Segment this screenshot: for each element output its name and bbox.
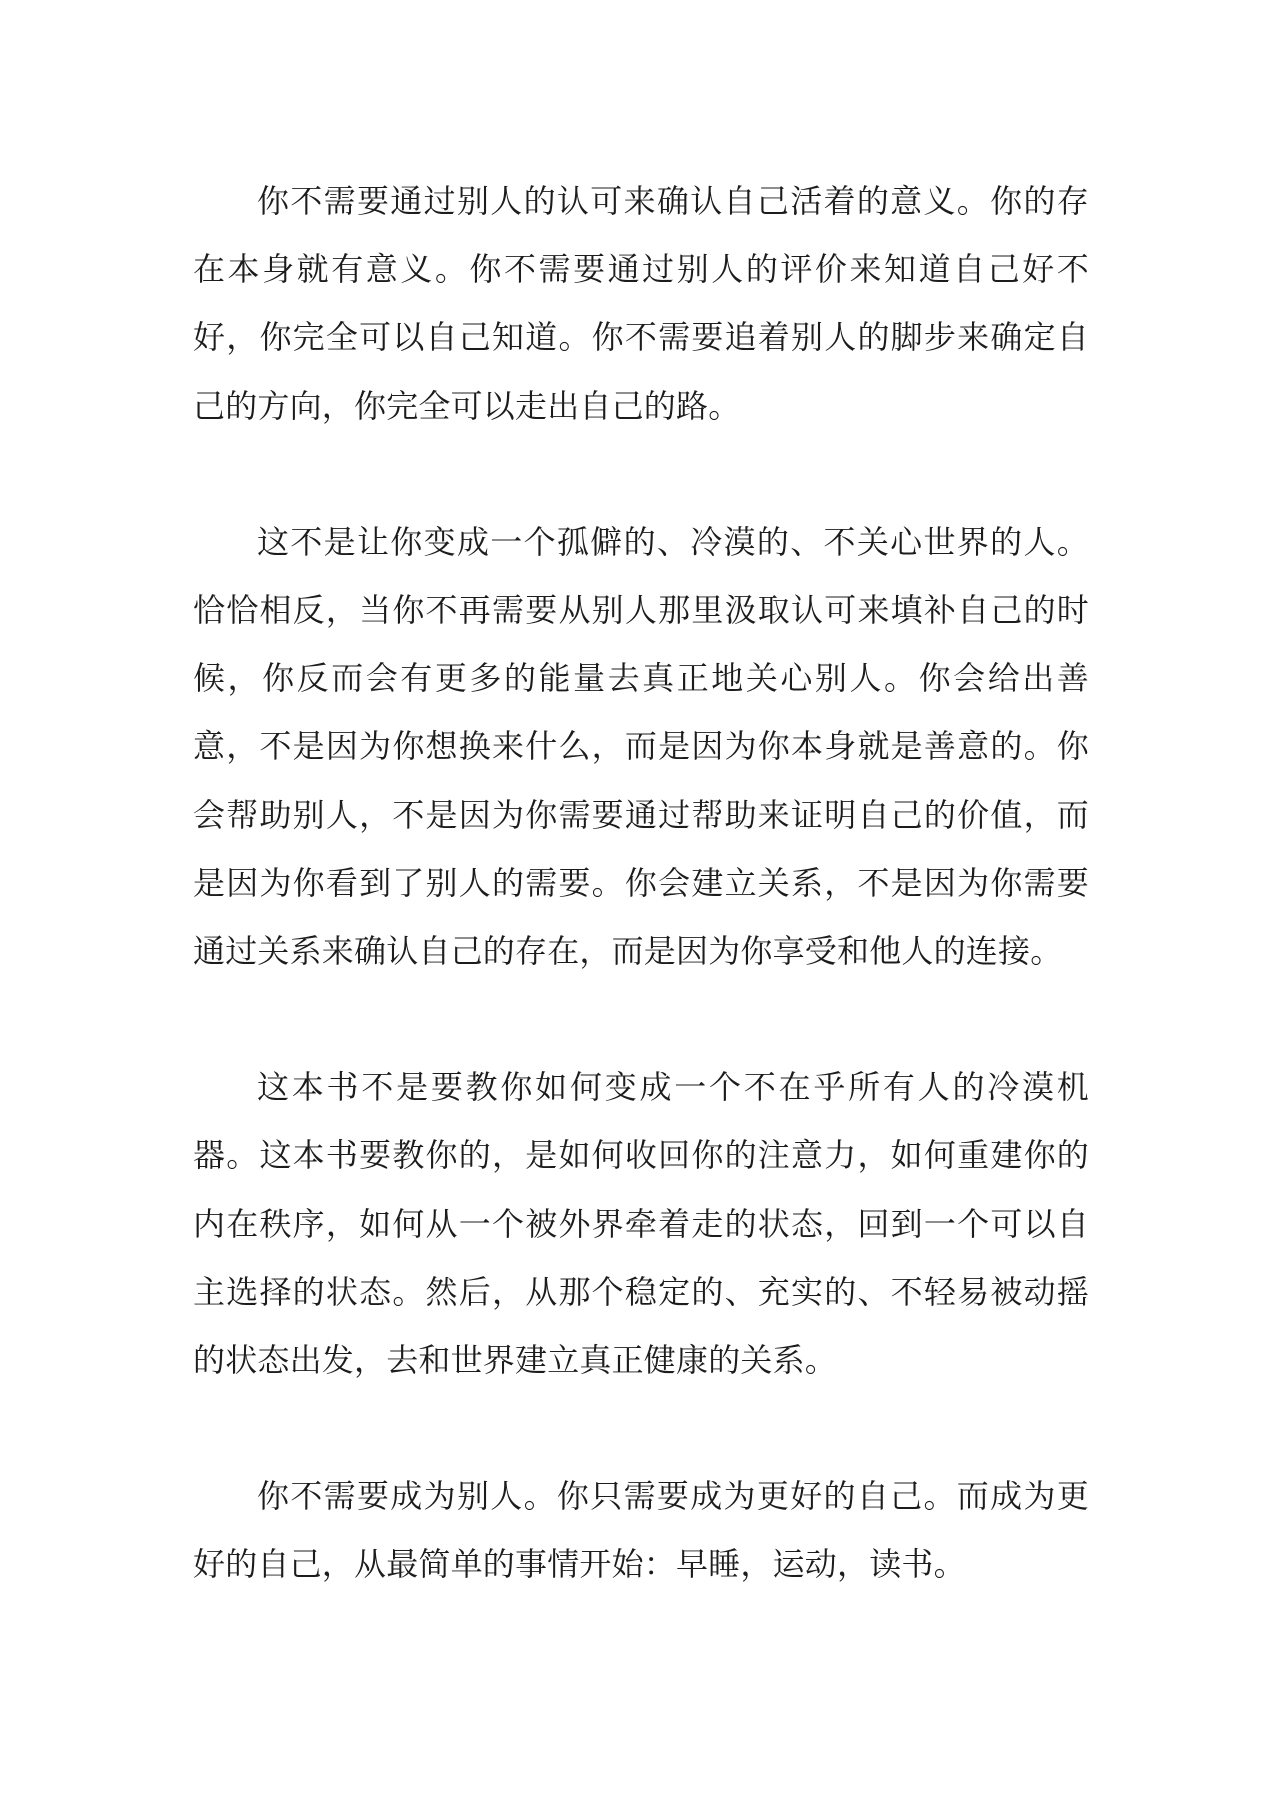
paragraph-4: 你不需要成为别人。你只需要成为更好的自己。而成为更好的自己，从最简单的事情开始：早睡，运动，读书。	[193, 1477, 1089, 1584]
paragraph-2: 这不是让你变成一个孤僻的、冷漠的、不关心世界的人。恰恰相反，当你不再需要从别人那里汲取认可来填补自己的时候，你反而会有更多的能量去真正地关心别人。你会给出善意，不是因为你想换来什么，而是因为你本身就是善意的。你会帮助别人，不是因为你需要通过帮助来证明自己的价值，而是因为你看到了别人的需要。你会建立关系，不是因为你需要通过关系来确认自己的存在，而是因为你享受和他人的连接。	[193, 522, 1089, 971]
paragraph-3: 这本书不是要教你如何变成一个不在乎所有人的冷漠机器。这本书要教你的，是如何收回你的注意力，如何重建你的内在秩序，如何从一个被外界牵着走的状态，回到一个可以自主选择的状态。然后，从那个稳定的、充实的、不轻易被动摇的状态出发，去和世界建立真正健康的关系。	[193, 1068, 1089, 1380]
paragraph-1: 你不需要通过别人的认可来确认自己活着的意义。你的存在本身就有意义。你不需要通过别人的评价来知道自己好不好，你完全可以自己知道。你不需要追着别人的脚步来确定自己的方向，你完全可以走出自己的路。	[193, 182, 1089, 425]
body-text	[193, 167, 1089, 1599]
